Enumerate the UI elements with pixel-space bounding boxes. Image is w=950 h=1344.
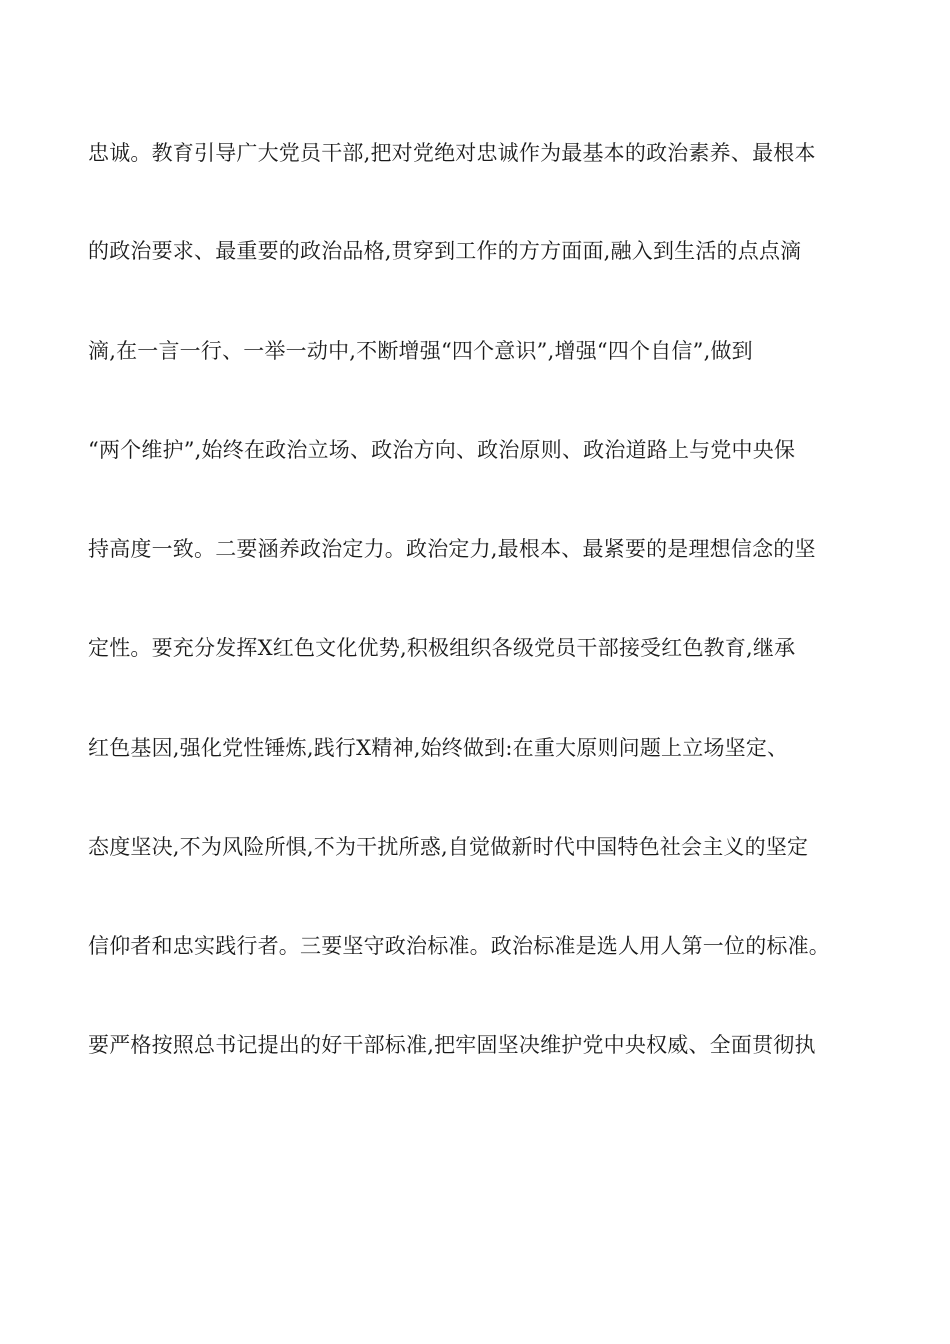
text-line: 红色基因,强化党性锤炼,践行X精神,始终做到:在重大原则问题上立场坚定、 [88,736,789,760]
text-line: “两个维护”,始终在政治立场、政治方向、政治原则、政治道路上与党中央保 [88,438,796,462]
text-line: 信仰者和忠实践行者。三要坚守政治标准。政治标准是选人用人第一位的标准。 [88,934,830,958]
text-line: 态度坚决,不为风险所惧,不为干扰所惑,自觉做新时代中国特色社会主义的坚定 [88,835,809,859]
text-line: 定性。要充分发挥X红色文化优势,积极组织各级党员干部接受红色教育,继承 [88,636,796,660]
text-line: 的政治要求、最重要的政治品格,贯穿到工作的方方面面,融入到生活的点点滴 [88,239,802,263]
text-line: 要严格按照总书记提出的好干部标准,把牢固坚决维护党中央权威、全面贯彻执 [88,1033,816,1057]
text-line: 滴,在一言一行、一举一动中,不断增强“四个意识”,增强“四个自信”,做到 [88,339,753,363]
text-line: 忠诚。教育引导广大党员干部,把对党绝对忠诚作为最基本的政治素养、最根本 [88,141,816,165]
text-line: 持高度一致。二要涵养政治定力。政治定力,最根本、最紧要的是理想信念的坚 [88,537,816,561]
